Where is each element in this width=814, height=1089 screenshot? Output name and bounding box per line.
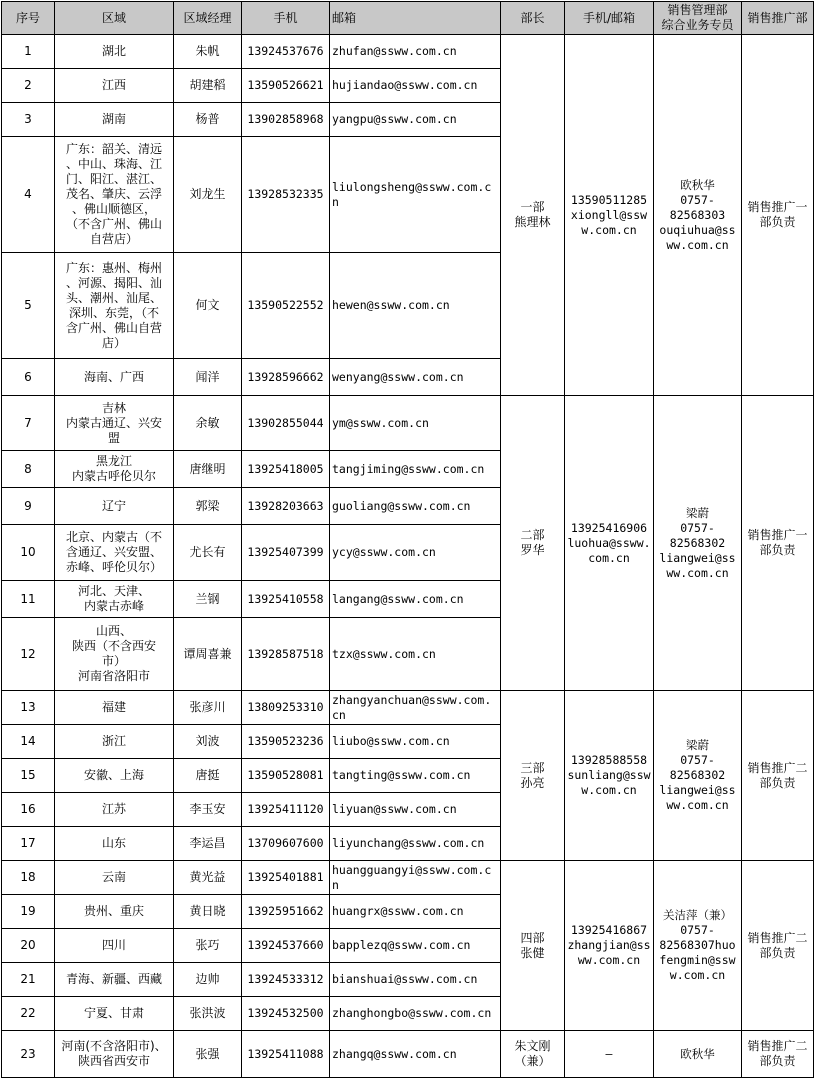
row-number-cell: 13 (2, 691, 55, 725)
phone-cell: 13928587518 (242, 618, 330, 691)
minister-cell: 朱文刚 （兼） (501, 1031, 565, 1078)
phone-cell: 13925410558 (242, 581, 330, 618)
email-cell: liubo@ssww.com.cn (330, 725, 501, 759)
region-cell: 四川 (55, 929, 174, 963)
phone-cell: 13902858968 (242, 103, 330, 137)
region-cell: 北京、内蒙古（不 含通辽、兴安盟、 赤峰、呼伦贝尔） (55, 525, 174, 581)
region-cell: 山西、 陕西（不含西安 市） 河南省洛阳市 (55, 618, 174, 691)
manager-cell: 刘波 (174, 725, 242, 759)
table-row (2, 396, 814, 451)
promotion-dept-cell: 销售推广二 部负责 (742, 691, 814, 861)
row-number-cell: 17 (2, 827, 55, 861)
minister-cell: 三部 孙亮 (501, 691, 565, 861)
manager-cell: 兰钢 (174, 581, 242, 618)
header-cell: 销售管理部 综合业务专员 (654, 2, 742, 35)
header-cell: 销售推广部 (742, 2, 814, 35)
region-cell: 海南、广西 (55, 359, 174, 396)
row-number-cell: 10 (2, 525, 55, 581)
phone-cell: 13590522552 (242, 253, 330, 359)
region-cell: 浙江 (55, 725, 174, 759)
manager-cell: 尤长有 (174, 525, 242, 581)
phone-cell: 13924537676 (242, 35, 330, 69)
region-cell: 福建 (55, 691, 174, 725)
specialist-cell: 关洁萍（兼） 0757- 82568307huofengmin@ssww.com.cn (654, 861, 742, 1031)
phone-cell: 13928532335 (242, 137, 330, 253)
manager-cell: 胡建稻 (174, 69, 242, 103)
row-number-cell: 12 (2, 618, 55, 691)
manager-cell: 唐挺 (174, 759, 242, 793)
manager-cell: 刘龙生 (174, 137, 242, 253)
row-number-cell: 11 (2, 581, 55, 618)
row-number-cell: 5 (2, 253, 55, 359)
email-cell: langang@ssww.com.cn (330, 581, 501, 618)
row-number-cell: 9 (2, 488, 55, 525)
email-cell: zhufan@ssww.com.cn (330, 35, 501, 69)
phone-cell: 13925951662 (242, 895, 330, 929)
row-number-cell: 20 (2, 929, 55, 963)
minister-contact-cell: 13925416906 luohua@ssww.com.cn (565, 396, 654, 691)
row-number-cell: 3 (2, 103, 55, 137)
manager-cell: 黄光益 (174, 861, 242, 895)
email-cell: zhangyanchuan@ssww.com.cn (330, 691, 501, 725)
table-row (2, 691, 814, 725)
manager-cell: 张强 (174, 1031, 242, 1078)
promotion-dept-cell: 销售推广二 部负责 (742, 1031, 814, 1078)
phone-cell: 13925411120 (242, 793, 330, 827)
table-row (2, 1031, 814, 1078)
phone-cell: 13924537660 (242, 929, 330, 963)
phone-cell: 13925411088 (242, 1031, 330, 1078)
region-cell: 黑龙江 内蒙古呼伦贝尔 (55, 451, 174, 488)
manager-cell: 张巧 (174, 929, 242, 963)
email-cell: zhangq@ssww.com.cn (330, 1031, 501, 1078)
email-cell: huangrx@ssww.com.cn (330, 895, 501, 929)
minister-cell: 二部 罗华 (501, 396, 565, 691)
email-cell: tangjiming@ssww.com.cn (330, 451, 501, 488)
email-cell: ycy@ssww.com.cn (330, 525, 501, 581)
region-cell: 山东 (55, 827, 174, 861)
header-cell: 邮箱 (330, 2, 501, 35)
phone-cell: 13590526621 (242, 69, 330, 103)
email-cell: yangpu@ssww.com.cn (330, 103, 501, 137)
region-cell: 河南(不含洛阳市)、 陕西省西安市 (55, 1031, 174, 1078)
promotion-dept-cell: 销售推广一 部负责 (742, 396, 814, 691)
region-cell: 贵州、重庆 (55, 895, 174, 929)
manager-cell: 郭梁 (174, 488, 242, 525)
email-cell: hujiandao@ssww.com.cn (330, 69, 501, 103)
row-number-cell: 2 (2, 69, 55, 103)
manager-cell: 余敏 (174, 396, 242, 451)
manager-cell: 朱帆 (174, 35, 242, 69)
phone-cell: 13590528081 (242, 759, 330, 793)
region-cell: 湖南 (55, 103, 174, 137)
manager-cell: 谭周喜兼 (174, 618, 242, 691)
header-cell: 手机/邮箱 (565, 2, 654, 35)
header-cell: 区域 (55, 2, 174, 35)
header-cell: 手机 (242, 2, 330, 35)
manager-cell: 闻洋 (174, 359, 242, 396)
manager-cell: 唐继明 (174, 451, 242, 488)
minister-cell: 四部 张健 (501, 861, 565, 1031)
region-cell: 江苏 (55, 793, 174, 827)
manager-cell: 李运昌 (174, 827, 242, 861)
region-cell: 辽宁 (55, 488, 174, 525)
region-cell: 河北、天津、 内蒙古赤峰 (55, 581, 174, 618)
manager-cell: 李玉安 (174, 793, 242, 827)
phone-cell: 13925418005 (242, 451, 330, 488)
manager-cell: 何文 (174, 253, 242, 359)
phone-cell: 13709607600 (242, 827, 330, 861)
region-cell: 湖北 (55, 35, 174, 69)
row-number-cell: 21 (2, 963, 55, 997)
row-number-cell: 4 (2, 137, 55, 253)
region-cell: 青海、新疆、西藏 (55, 963, 174, 997)
region-cell: 云南 (55, 861, 174, 895)
header-cell: 部长 (501, 2, 565, 35)
email-cell: zhanghongbo@ssww.com.cn (330, 997, 501, 1031)
row-number-cell: 22 (2, 997, 55, 1031)
row-number-cell: 15 (2, 759, 55, 793)
manager-cell: 张洪波 (174, 997, 242, 1031)
row-number-cell: 19 (2, 895, 55, 929)
email-cell: wenyang@ssww.com.cn (330, 359, 501, 396)
email-cell: liyuan@ssww.com.cn (330, 793, 501, 827)
email-cell: tangting@ssww.com.cn (330, 759, 501, 793)
table-row (2, 35, 814, 69)
region-cell: 宁夏、甘肃 (55, 997, 174, 1031)
email-cell: ym@ssww.com.cn (330, 396, 501, 451)
region-cell: 广东：惠州、梅州 、河源、揭阳、汕 头、潮州、汕尾、 深圳、东莞，（不 含广州、佛山自营 店） (55, 253, 174, 359)
row-number-cell: 16 (2, 793, 55, 827)
specialist-cell: 梁蔚 0757- 82568302 liangwei@ssww.com.cn (654, 691, 742, 861)
region-cell: 安徽、上海 (55, 759, 174, 793)
specialist-cell: 欧秋华 (654, 1031, 742, 1078)
minister-contact-cell: 13925416867 zhangjian@ssww.com.cn (565, 861, 654, 1031)
specialist-cell: 欧秋华 0757- 82568303 ouqiuhua@ssww.com.cn (654, 35, 742, 396)
table-row (2, 861, 814, 895)
email-cell: bapplezq@ssww.com.cn (330, 929, 501, 963)
header-cell: 区域经理 (174, 2, 242, 35)
promotion-dept-cell: 销售推广一 部负责 (742, 35, 814, 396)
phone-cell: 13924532500 (242, 997, 330, 1031)
row-number-cell: 23 (2, 1031, 55, 1078)
email-cell: liulongsheng@ssww.com.cn (330, 137, 501, 253)
minister-contact-cell: 13928588558 sunliang@ssww.com.cn (565, 691, 654, 861)
contact-table (1, 1, 814, 1078)
email-cell: liyunchang@ssww.com.cn (330, 827, 501, 861)
email-cell: bianshuai@ssww.com.cn (330, 963, 501, 997)
email-cell: hewen@ssww.com.cn (330, 253, 501, 359)
phone-cell: 13590523236 (242, 725, 330, 759)
row-number-cell: 18 (2, 861, 55, 895)
phone-cell: 13928596662 (242, 359, 330, 396)
header-row (2, 2, 814, 35)
phone-cell: 13925407399 (242, 525, 330, 581)
row-number-cell: 6 (2, 359, 55, 396)
phone-cell: 13925401881 (242, 861, 330, 895)
row-number-cell: 14 (2, 725, 55, 759)
phone-cell: 13924533312 (242, 963, 330, 997)
region-cell: 广东：韶关、清远 、中山、珠海、江 门、阳江、湛江、 茂名、肇庆、云浮 、佛山顺德区， （不含广州、佛山 自营店） (55, 137, 174, 253)
row-number-cell: 7 (2, 396, 55, 451)
phone-cell: 13928203663 (242, 488, 330, 525)
manager-cell: 边帅 (174, 963, 242, 997)
minister-cell: 一部 熊理林 (501, 35, 565, 396)
email-cell: tzx@ssww.com.cn (330, 618, 501, 691)
row-number-cell: 8 (2, 451, 55, 488)
email-cell: guoliang@ssww.com.cn (330, 488, 501, 525)
row-number-cell: 1 (2, 35, 55, 69)
phone-cell: 13902855044 (242, 396, 330, 451)
minister-contact-cell: 13590511285 xiongll@ssww.com.cn (565, 35, 654, 396)
manager-cell: 张彦川 (174, 691, 242, 725)
region-cell: 吉林 内蒙古通辽、兴安 盟 (55, 396, 174, 451)
specialist-cell: 梁蔚 0757- 82568302 liangwei@ssww.com.cn (654, 396, 742, 691)
minister-contact-cell: — (565, 1031, 654, 1078)
region-cell: 江西 (55, 69, 174, 103)
header-cell: 序号 (2, 2, 55, 35)
manager-cell: 黄日晓 (174, 895, 242, 929)
manager-cell: 杨普 (174, 103, 242, 137)
email-cell: huangguangyi@ssww.com.cn (330, 861, 501, 895)
phone-cell: 13809253310 (242, 691, 330, 725)
promotion-dept-cell: 销售推广二 部负责 (742, 861, 814, 1031)
